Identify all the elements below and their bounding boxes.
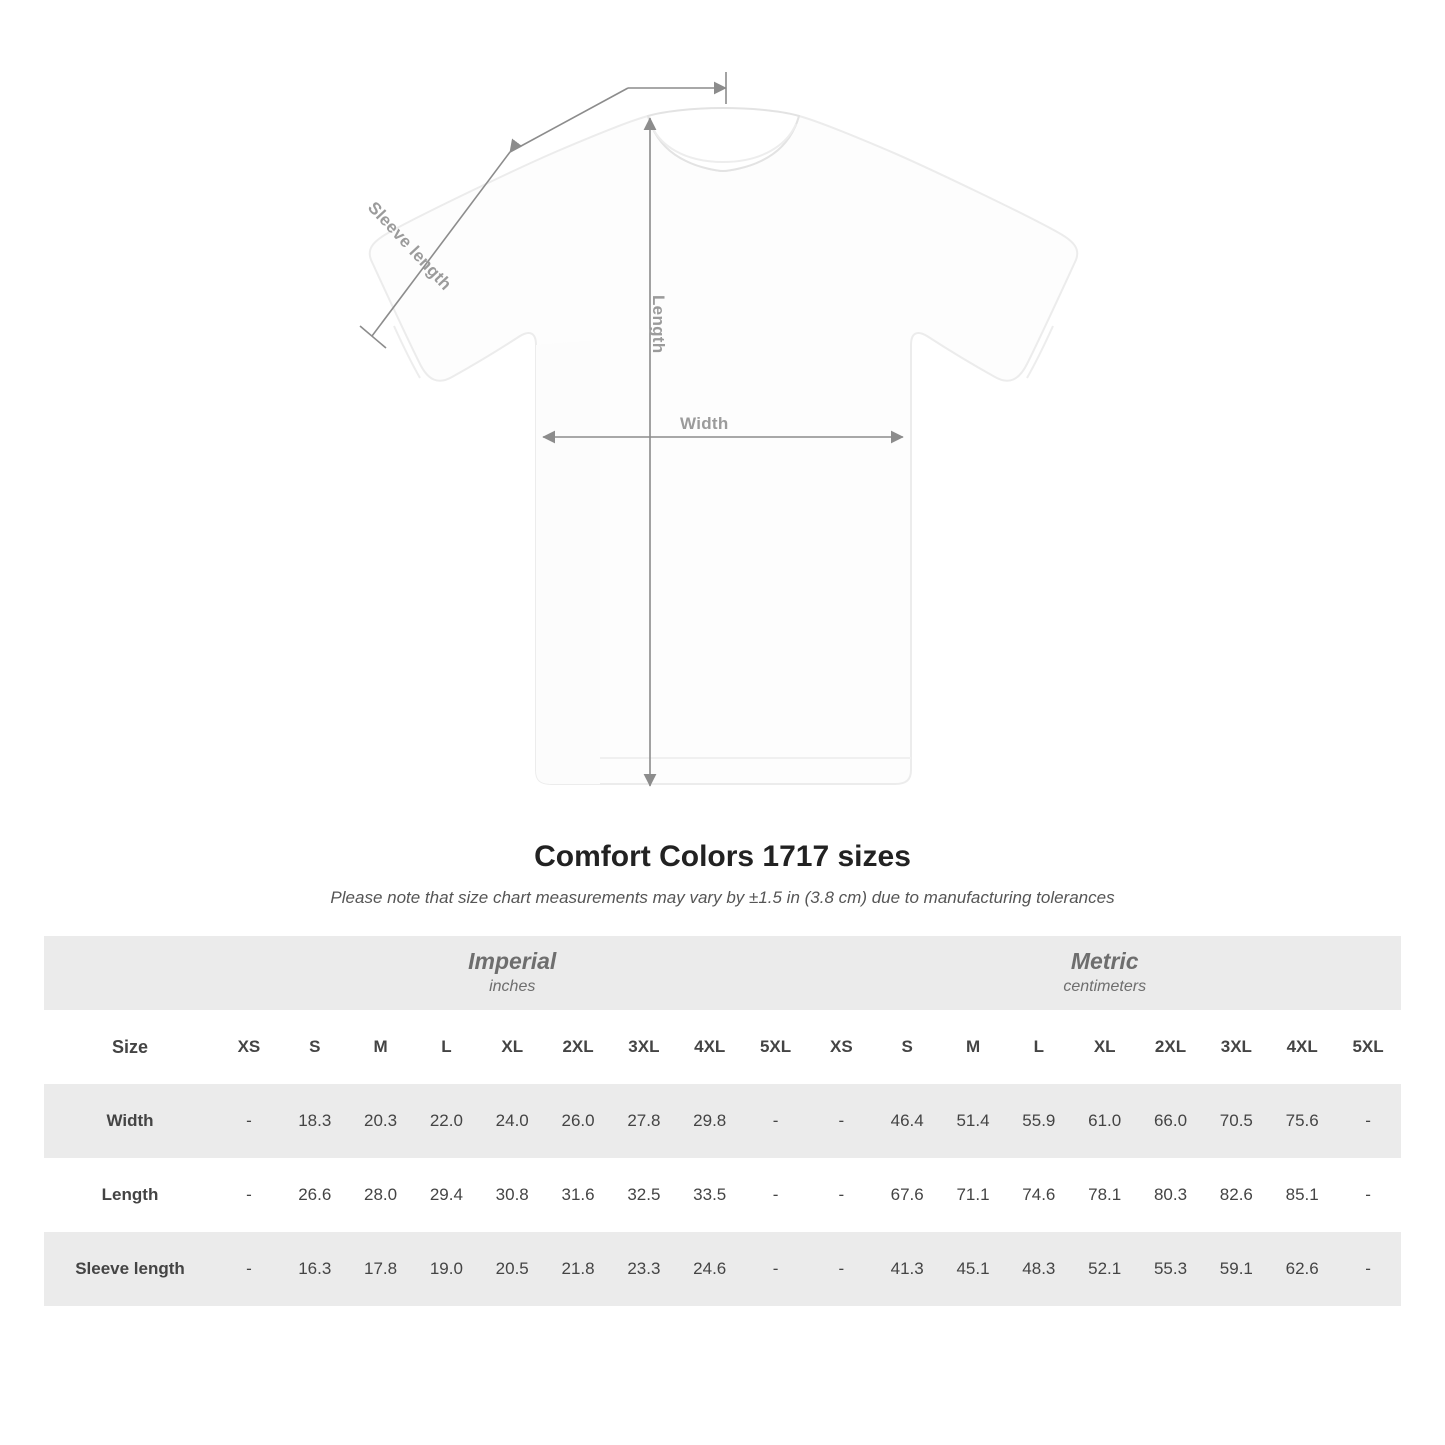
- width-metric-2xl: 66.0: [1138, 1084, 1204, 1158]
- width-metric-4xl: 75.6: [1269, 1084, 1335, 1158]
- width-imperial-4xl: 29.8: [677, 1084, 743, 1158]
- length-metric-4xl: 85.1: [1269, 1158, 1335, 1232]
- sleeve-metric-s: 41.3: [874, 1232, 940, 1306]
- width-imperial-l: 22.0: [413, 1084, 479, 1158]
- sleeve-imperial-m: 17.8: [348, 1232, 414, 1306]
- table-row: [44, 1084, 1401, 1158]
- column-header-imperial-l: L: [413, 1010, 479, 1084]
- unit-group-metric-sub: centimeters: [1063, 978, 1147, 996]
- sleeve-metric-xl: 52.1: [1072, 1232, 1138, 1306]
- width-metric-m: 51.4: [940, 1084, 1006, 1158]
- sleeve-metric-2xl: 55.3: [1138, 1232, 1204, 1306]
- column-header-imperial-m: M: [348, 1010, 414, 1084]
- width-imperial-s: 18.3: [282, 1084, 348, 1158]
- unit-group-imperial: [216, 936, 808, 1010]
- column-header-metric-4xl: 4XL: [1269, 1010, 1335, 1084]
- length-imperial-5xl: -: [743, 1158, 809, 1232]
- sleeve-imperial-3xl: 23.3: [611, 1232, 677, 1306]
- width-imperial-m: 20.3: [348, 1084, 414, 1158]
- unit-group-metric: [808, 936, 1401, 1010]
- sleeve-metric-3xl: 59.1: [1203, 1232, 1269, 1306]
- row-label-length: Length: [44, 1158, 216, 1232]
- sleeve-imperial-5xl: -: [743, 1232, 809, 1306]
- column-header-metric-2xl: 2XL: [1138, 1010, 1204, 1084]
- tshirt-shape: [370, 108, 1078, 784]
- title-block: [0, 840, 1445, 908]
- column-header-imperial-3xl: 3XL: [611, 1010, 677, 1084]
- length-imperial-s: 26.6: [282, 1158, 348, 1232]
- size-table: [44, 936, 1401, 1306]
- sleeve-metric-xs: -: [808, 1232, 874, 1306]
- width-metric-s: 46.4: [874, 1084, 940, 1158]
- length-metric-2xl: 80.3: [1138, 1158, 1204, 1232]
- length-imperial-3xl: 32.5: [611, 1158, 677, 1232]
- length-imperial-m: 28.0: [348, 1158, 414, 1232]
- sleeve-end-tick: [360, 326, 386, 348]
- sleeve-imperial-l: 19.0: [413, 1232, 479, 1306]
- sleeve-imperial-2xl: 21.8: [545, 1232, 611, 1306]
- unit-header-row: [44, 936, 1401, 1010]
- unit-group-metric-name: Metric: [1070, 947, 1139, 974]
- column-header-row: [44, 1010, 1401, 1084]
- width-imperial-2xl: 26.0: [545, 1084, 611, 1158]
- sleeve-imperial-xl: 20.5: [479, 1232, 545, 1306]
- length-imperial-4xl: 33.5: [677, 1158, 743, 1232]
- table-row: [44, 1232, 1401, 1306]
- column-header-metric-xs: XS: [808, 1010, 874, 1084]
- length-metric-xs: -: [808, 1158, 874, 1232]
- length-imperial-2xl: 31.6: [545, 1158, 611, 1232]
- width-metric-xl: 61.0: [1072, 1084, 1138, 1158]
- table-row: [44, 1158, 1401, 1232]
- size-table-wrapper: [0, 936, 1445, 1306]
- column-header-size: Size: [44, 1010, 216, 1084]
- column-header-metric-3xl: 3XL: [1203, 1010, 1269, 1084]
- sleeve-metric-l: 48.3: [1006, 1232, 1072, 1306]
- length-imperial-xs: -: [216, 1158, 282, 1232]
- column-header-metric-s: S: [874, 1010, 940, 1084]
- width-metric-l: 55.9: [1006, 1084, 1072, 1158]
- sleeve-metric-5xl: -: [1335, 1232, 1401, 1306]
- column-header-metric-5xl: 5XL: [1335, 1010, 1401, 1084]
- sleeve-imperial-s: 16.3: [282, 1232, 348, 1306]
- unit-header-spacer: [44, 936, 216, 1010]
- length-imperial-l: 29.4: [413, 1158, 479, 1232]
- width-dimension-label: Width: [680, 414, 729, 433]
- length-metric-3xl: 82.6: [1203, 1158, 1269, 1232]
- row-label-sleeve-length: Sleeve length: [44, 1232, 216, 1306]
- width-imperial-xs: -: [216, 1084, 282, 1158]
- column-header-imperial-2xl: 2XL: [545, 1010, 611, 1084]
- length-metric-5xl: -: [1335, 1158, 1401, 1232]
- length-metric-s: 67.6: [874, 1158, 940, 1232]
- row-label-width: Width: [44, 1084, 216, 1158]
- column-header-imperial-4xl: 4XL: [677, 1010, 743, 1084]
- tolerance-note: Please note that size chart measurements may vary by ±1.5 in (3.8 cm) due to manufacturing tolerances: [330, 888, 1115, 907]
- width-imperial-xl: 24.0: [479, 1084, 545, 1158]
- column-header-imperial-s: S: [282, 1010, 348, 1084]
- width-imperial-5xl: -: [743, 1084, 809, 1158]
- width-imperial-3xl: 27.8: [611, 1084, 677, 1158]
- column-header-imperial-5xl: 5XL: [743, 1010, 809, 1084]
- width-metric-3xl: 70.5: [1203, 1084, 1269, 1158]
- unit-group-imperial-sub: inches: [489, 978, 536, 996]
- sleeve-imperial-xs: -: [216, 1232, 282, 1306]
- column-header-imperial-xl: XL: [479, 1010, 545, 1084]
- sleeve-length-dimension-label: Sleeve length: [364, 198, 456, 294]
- length-dimension-label: Length: [649, 295, 668, 354]
- width-metric-5xl: -: [1335, 1084, 1401, 1158]
- length-metric-xl: 78.1: [1072, 1158, 1138, 1232]
- column-header-metric-m: M: [940, 1010, 1006, 1084]
- length-metric-m: 71.1: [940, 1158, 1006, 1232]
- column-header-metric-l: L: [1006, 1010, 1072, 1084]
- length-imperial-xl: 30.8: [479, 1158, 545, 1232]
- page-title: Comfort Colors 1717 sizes: [534, 840, 911, 873]
- length-metric-l: 74.6: [1006, 1158, 1072, 1232]
- sleeve-metric-m: 45.1: [940, 1232, 1006, 1306]
- width-metric-xs: -: [808, 1084, 874, 1158]
- sleeve-imperial-4xl: 24.6: [677, 1232, 743, 1306]
- sleeve-metric-4xl: 62.6: [1269, 1232, 1335, 1306]
- column-header-metric-xl: XL: [1072, 1010, 1138, 1084]
- unit-group-imperial-name: Imperial: [468, 947, 557, 974]
- column-header-imperial-xs: XS: [216, 1010, 282, 1084]
